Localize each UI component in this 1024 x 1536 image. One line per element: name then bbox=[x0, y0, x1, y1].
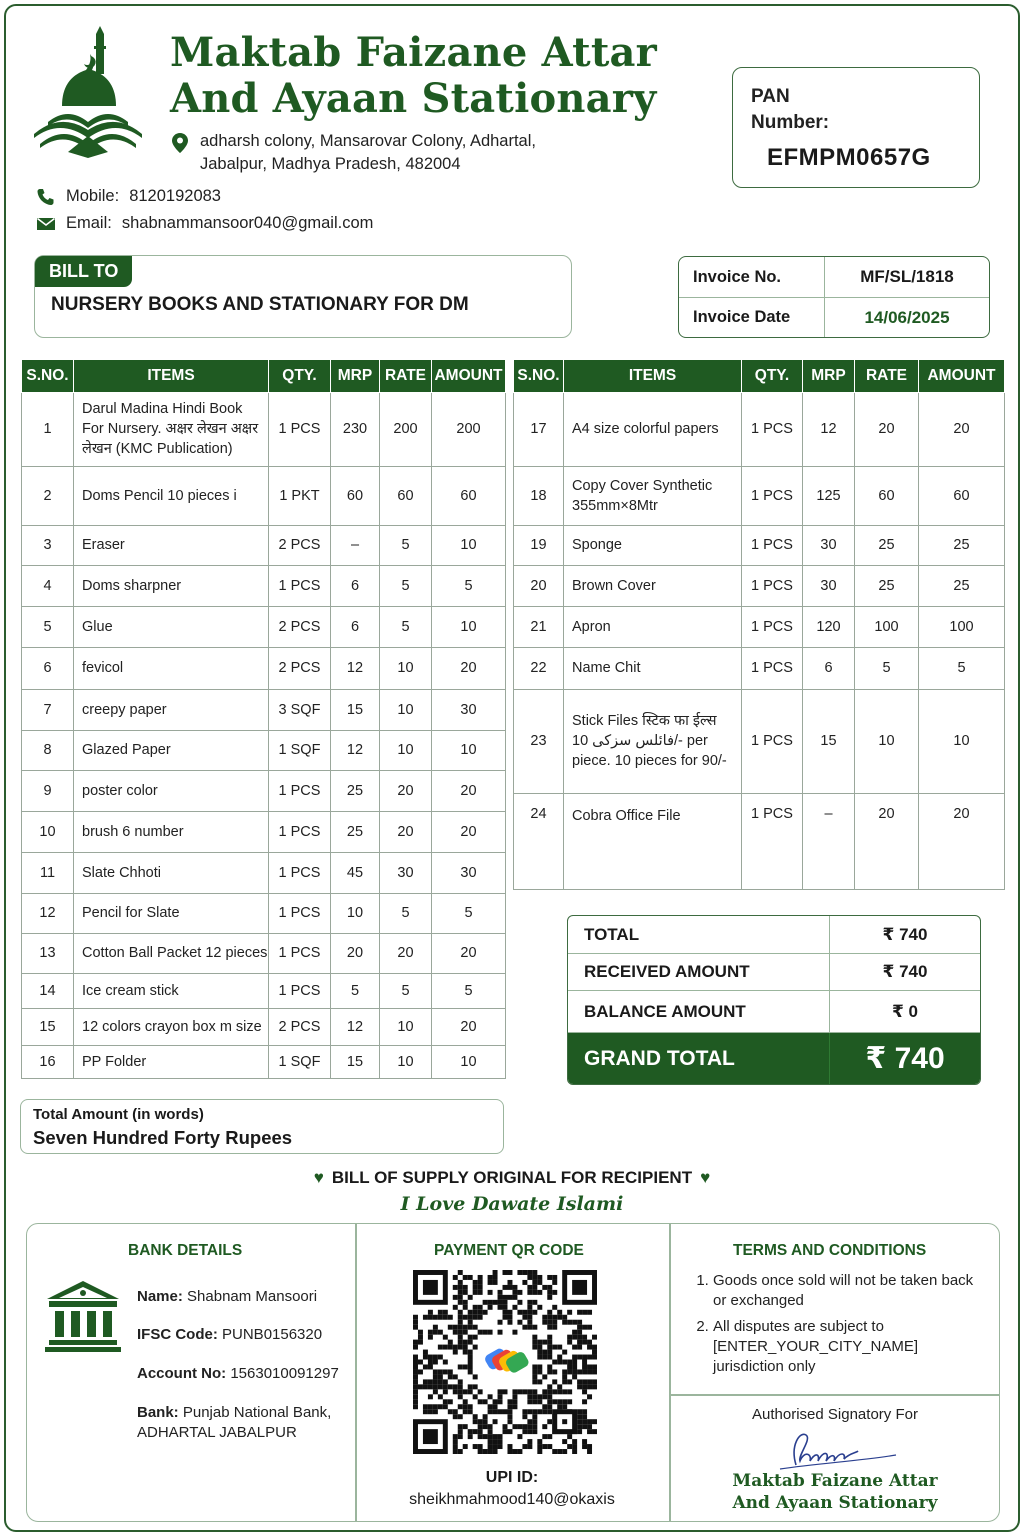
cell-item: Pencil for Slate bbox=[74, 893, 269, 933]
email-address: shabnammansoor040@gmail.com bbox=[121, 214, 374, 232]
cell-amount: 5 bbox=[432, 893, 506, 933]
balance-label: BALANCE AMOUNT bbox=[568, 991, 830, 1032]
email-label: Email: bbox=[66, 214, 112, 232]
header-qty: QTY. bbox=[269, 360, 331, 392]
cell-mrp: 6 bbox=[331, 565, 380, 606]
header-amount: AMOUNT bbox=[432, 360, 506, 392]
balance-value: ₹ 0 bbox=[891, 1001, 918, 1021]
cell-sno: 24 bbox=[514, 793, 564, 889]
account-label: Account No: bbox=[137, 1365, 227, 1382]
header-sno: S.NO. bbox=[22, 360, 74, 392]
cell-qty: 1 PCS bbox=[742, 565, 803, 606]
upi-id: sheikhmahmood140@okaxis bbox=[409, 1491, 615, 1508]
bill-to-box bbox=[34, 255, 572, 338]
cell-rate: 10 bbox=[855, 689, 919, 793]
cell-rate: 20 bbox=[855, 793, 919, 889]
cell-sno: 17 bbox=[514, 392, 564, 466]
cell-qty: 2 PCS bbox=[269, 606, 331, 647]
table-row bbox=[22, 392, 506, 466]
cell-sno: 13 bbox=[22, 933, 74, 973]
shop-name-line1: Maktab Faizane Attar bbox=[170, 29, 657, 76]
table-row bbox=[22, 770, 506, 811]
cell-sno: 18 bbox=[514, 466, 564, 525]
amount-words-value: Seven Hundred Forty Rupees bbox=[33, 1127, 293, 1148]
table-row bbox=[22, 525, 506, 565]
bank-details-title: BANK DETAILS bbox=[128, 1242, 243, 1259]
invoice-date: 14/06/2025 bbox=[864, 307, 950, 327]
phone-icon bbox=[36, 188, 56, 206]
cell-item: fevicol bbox=[74, 647, 269, 689]
cell-amount: 30 bbox=[432, 852, 506, 893]
bank-name-row bbox=[137, 1287, 317, 1307]
mobile-number: 8120192083 bbox=[129, 187, 221, 205]
cell-qty: 1 PCS bbox=[269, 893, 331, 933]
cell-amount: 10 bbox=[432, 606, 506, 647]
table-row bbox=[22, 1008, 506, 1045]
cell-mrp: 45 bbox=[331, 852, 380, 893]
shop-address bbox=[200, 130, 536, 176]
table-row bbox=[22, 466, 506, 525]
amount-in-words bbox=[20, 1099, 504, 1154]
table-row bbox=[514, 392, 1005, 466]
cell-item: Slate Chhoti bbox=[74, 852, 269, 893]
cell-mrp: 25 bbox=[331, 770, 380, 811]
cell-rate: 25 bbox=[855, 525, 919, 565]
cell-mrp: 30 bbox=[803, 525, 855, 565]
cell-sno: 21 bbox=[514, 606, 564, 647]
table-row bbox=[514, 466, 1005, 525]
ifsc-code: PUNB0156320 bbox=[222, 1326, 323, 1343]
signatory-name-line2: And Ayaan Stationary bbox=[732, 1493, 938, 1513]
upi-label: UPI ID: bbox=[485, 1469, 539, 1486]
cell-item: Cotton Ball Packet 12 pieces bbox=[74, 933, 269, 973]
cell-mrp: 6 bbox=[803, 647, 855, 689]
table-row bbox=[514, 689, 1005, 793]
cell-item: PP Folder bbox=[74, 1045, 269, 1078]
cell-mrp: 30 bbox=[803, 565, 855, 606]
header-qty: QTY. bbox=[742, 360, 803, 392]
items-table-right bbox=[513, 360, 1005, 890]
cell-rate: 10 bbox=[380, 647, 432, 689]
bank-label: Bank: bbox=[137, 1404, 179, 1421]
cell-mrp: 60 bbox=[331, 466, 380, 525]
cell-item: Glazed Paper bbox=[74, 730, 269, 770]
cell-sno: 15 bbox=[22, 1008, 74, 1045]
address-line2: Jabalpur, Madhya Pradesh, 482004 bbox=[200, 155, 461, 173]
header-items: ITEMS bbox=[564, 360, 742, 392]
bill-to-tag: BILL TO bbox=[35, 256, 132, 287]
pan-label: PAN Number: bbox=[751, 86, 830, 133]
cell-qty: 2 PCS bbox=[269, 1008, 331, 1045]
cell-amount: 20 bbox=[919, 793, 1005, 889]
cell-mrp: – bbox=[803, 793, 855, 889]
cell-mrp: 15 bbox=[331, 1045, 380, 1078]
grand-total-value: ₹ 740 bbox=[865, 1042, 945, 1075]
cell-qty: 1 SQF bbox=[269, 730, 331, 770]
cell-mrp: 125 bbox=[803, 466, 855, 525]
cell-sno: 6 bbox=[22, 647, 74, 689]
table-row bbox=[22, 606, 506, 647]
cell-amount: 30 bbox=[432, 689, 506, 730]
cell-rate: 5 bbox=[380, 565, 432, 606]
cell-item: Name Chit bbox=[564, 647, 742, 689]
cell-amount: 20 bbox=[432, 1008, 506, 1045]
cell-item: Brown Cover bbox=[564, 565, 742, 606]
cell-amount: 10 bbox=[919, 689, 1005, 793]
cell-amount: 20 bbox=[432, 647, 506, 689]
table-row bbox=[22, 730, 506, 770]
grand-total-label: GRAND TOTAL bbox=[568, 1033, 830, 1084]
envelope-icon bbox=[36, 215, 56, 233]
shop-name bbox=[170, 30, 657, 122]
cell-amount: 10 bbox=[432, 1045, 506, 1078]
cell-sno: 4 bbox=[22, 565, 74, 606]
cell-amount: 60 bbox=[432, 466, 506, 525]
terms-title: TERMS AND CONDITIONS bbox=[733, 1242, 927, 1259]
cell-rate: 20 bbox=[855, 392, 919, 466]
terms-item: 1. Goods once sold will not be taken back or exchanged bbox=[713, 1271, 975, 1311]
cell-amount: 25 bbox=[919, 525, 1005, 565]
cell-qty: 1 PCS bbox=[269, 565, 331, 606]
cell-item: Ice cream stick bbox=[74, 973, 269, 1008]
cell-rate: 5 bbox=[380, 525, 432, 565]
location-pin-icon bbox=[172, 133, 188, 153]
supply-note-text: BILL OF SUPPLY ORIGINAL FOR RECIPIENT bbox=[331, 1168, 693, 1187]
authorised-signatory-label: Authorised Signatory For bbox=[752, 1406, 918, 1423]
pan-box bbox=[732, 67, 980, 188]
cell-amount: 20 bbox=[432, 811, 506, 852]
cell-qty: 1 PCS bbox=[742, 392, 803, 466]
cell-mrp: 25 bbox=[331, 811, 380, 852]
tagline: I Love Dawate Islami bbox=[400, 1193, 624, 1215]
cell-amount: 10 bbox=[432, 730, 506, 770]
ifsc-label: IFSC Code: bbox=[137, 1326, 218, 1343]
header-rate: RATE bbox=[855, 360, 919, 392]
totals-box bbox=[567, 915, 981, 1085]
cell-rate: 5 bbox=[380, 606, 432, 647]
account-row bbox=[137, 1364, 339, 1384]
cell-rate: 10 bbox=[380, 1045, 432, 1078]
cell-rate: 25 bbox=[855, 565, 919, 606]
cell-item: A4 size colorful papers bbox=[564, 392, 742, 466]
invoice-no-label: Invoice No. bbox=[679, 257, 825, 297]
cell-qty: 1 SQF bbox=[269, 1045, 331, 1078]
cell-item: brush 6 number bbox=[74, 811, 269, 852]
shop-name-line2: And Ayaan Stationary bbox=[170, 75, 657, 122]
cell-rate: 10 bbox=[380, 730, 432, 770]
cell-item: creepy paper bbox=[74, 689, 269, 730]
cell-mrp: 12 bbox=[331, 1008, 380, 1045]
footer-panel bbox=[26, 1223, 1000, 1522]
mobile-label: Mobile: bbox=[66, 187, 120, 205]
cell-amount: 5 bbox=[919, 647, 1005, 689]
cell-item: Stick Files स्टिक फा ईल्स فائلس سزکی 10/- per piece. 10 pieces for 90/- bbox=[564, 689, 742, 793]
cell-mrp: 230 bbox=[331, 392, 380, 466]
bank-row bbox=[137, 1403, 331, 1443]
cell-item: Cobra Office File bbox=[564, 793, 742, 889]
cell-qty: 1 PCS bbox=[269, 973, 331, 1008]
cell-sno: 5 bbox=[22, 606, 74, 647]
cell-sno: 9 bbox=[22, 770, 74, 811]
header-mrp: MRP bbox=[331, 360, 380, 392]
pan-number: EFMPM0657G bbox=[767, 144, 931, 171]
cell-sno: 1 bbox=[22, 392, 74, 466]
cell-rate: 200 bbox=[380, 392, 432, 466]
cell-sno: 3 bbox=[22, 525, 74, 565]
total-label: TOTAL bbox=[568, 916, 830, 953]
bank-building-icon bbox=[45, 1279, 121, 1353]
cell-rate: 100 bbox=[855, 606, 919, 647]
cell-qty: 1 PCS bbox=[269, 392, 331, 466]
received-label: RECEIVED AMOUNT bbox=[568, 954, 830, 990]
cell-amount: 10 bbox=[432, 525, 506, 565]
cell-sno: 7 bbox=[22, 689, 74, 730]
table-row bbox=[22, 647, 506, 689]
signatory-name bbox=[670, 1470, 1000, 1514]
cell-rate: 5 bbox=[855, 647, 919, 689]
email-row bbox=[36, 214, 373, 233]
items-table-left bbox=[21, 360, 506, 1079]
table-row bbox=[22, 689, 506, 730]
cell-qty: 2 PCS bbox=[269, 525, 331, 565]
cell-qty: 1 PCS bbox=[742, 606, 803, 647]
cell-mrp: 12 bbox=[803, 392, 855, 466]
table-row bbox=[514, 793, 1005, 889]
bank-name-line2: ADHARTAL JABALPUR bbox=[137, 1424, 297, 1441]
cell-sno: 11 bbox=[22, 852, 74, 893]
cell-item: Apron bbox=[564, 606, 742, 647]
supply-note bbox=[0, 1168, 1024, 1188]
cell-rate: 20 bbox=[380, 933, 432, 973]
cell-amount: 5 bbox=[432, 973, 506, 1008]
table-row bbox=[22, 893, 506, 933]
cell-amount: 25 bbox=[919, 565, 1005, 606]
cell-qty: 1 PCS bbox=[742, 793, 803, 889]
cell-mrp: 10 bbox=[331, 893, 380, 933]
cell-qty: 1 PKT bbox=[269, 466, 331, 525]
bill-to-name: NURSERY BOOKS AND STATIONARY FOR DM bbox=[51, 294, 469, 315]
cell-mrp: 20 bbox=[331, 933, 380, 973]
cell-qty: 1 PCS bbox=[742, 647, 803, 689]
total-value: ₹ 740 bbox=[882, 924, 928, 944]
table-row bbox=[22, 1045, 506, 1078]
cell-qty: 1 PCS bbox=[742, 689, 803, 793]
amount-words-label: Total Amount (in words) bbox=[33, 1106, 204, 1123]
payment-qr-code[interactable] bbox=[413, 1269, 597, 1455]
cell-rate: 10 bbox=[380, 1008, 432, 1045]
bank-name-line1: Punjab National Bank, bbox=[182, 1404, 332, 1421]
ifsc-row bbox=[137, 1325, 322, 1345]
cell-amount: 20 bbox=[919, 392, 1005, 466]
header-amount: AMOUNT bbox=[919, 360, 1005, 392]
mobile-row bbox=[36, 187, 221, 206]
cell-rate: 5 bbox=[380, 893, 432, 933]
terms-list bbox=[695, 1271, 975, 1383]
cell-mrp: – bbox=[331, 525, 380, 565]
cell-sno: 14 bbox=[22, 973, 74, 1008]
cell-sno: 10 bbox=[22, 811, 74, 852]
cell-sno: 20 bbox=[514, 565, 564, 606]
cell-item: Copy Cover Synthetic 355mm×8Mtr bbox=[564, 466, 742, 525]
table-row bbox=[22, 852, 506, 893]
address-line1: adharsh colony, Mansarovar Colony, Adhartal, bbox=[200, 132, 536, 150]
table-row bbox=[514, 565, 1005, 606]
cell-qty: 3 SQF bbox=[269, 689, 331, 730]
cell-sno: 23 bbox=[514, 689, 564, 793]
cell-sno: 19 bbox=[514, 525, 564, 565]
cell-sno: 12 bbox=[22, 893, 74, 933]
cell-mrp: 120 bbox=[803, 606, 855, 647]
cell-item: Sponge bbox=[564, 525, 742, 565]
table-row bbox=[22, 565, 506, 606]
cell-rate: 60 bbox=[855, 466, 919, 525]
cell-qty: 1 PCS bbox=[269, 770, 331, 811]
cell-sno: 22 bbox=[514, 647, 564, 689]
bank-name-label: Name: bbox=[137, 1288, 183, 1305]
cell-rate: 30 bbox=[380, 852, 432, 893]
cell-qty: 1 PCS bbox=[269, 852, 331, 893]
mosque-book-logo bbox=[30, 26, 146, 162]
account-number: 1563010091297 bbox=[230, 1365, 339, 1382]
heart-icon: ♥ bbox=[313, 1168, 324, 1187]
cell-item: Eraser bbox=[74, 525, 269, 565]
cell-mrp: 15 bbox=[331, 689, 380, 730]
cell-rate: 20 bbox=[380, 770, 432, 811]
table-row bbox=[514, 606, 1005, 647]
cell-mrp: 12 bbox=[331, 647, 380, 689]
cell-qty: 1 PCS bbox=[269, 811, 331, 852]
header-items: ITEMS bbox=[74, 360, 269, 392]
invoice-info bbox=[678, 256, 990, 338]
header-mrp: MRP bbox=[803, 360, 855, 392]
cell-item: Doms sharpner bbox=[74, 565, 269, 606]
cell-mrp: 15 bbox=[803, 689, 855, 793]
table-row bbox=[22, 811, 506, 852]
cell-sno: 2 bbox=[22, 466, 74, 525]
bank-account-holder: Shabnam Mansoori bbox=[187, 1288, 318, 1305]
cell-rate: 20 bbox=[380, 811, 432, 852]
cell-rate: 10 bbox=[380, 689, 432, 730]
cell-amount: 5 bbox=[432, 565, 506, 606]
received-value: ₹ 740 bbox=[882, 962, 928, 981]
table-row bbox=[22, 973, 506, 1008]
cell-rate: 5 bbox=[380, 973, 432, 1008]
heart-icon: ♥ bbox=[700, 1168, 711, 1187]
cell-mrp: 12 bbox=[331, 730, 380, 770]
table-row bbox=[22, 933, 506, 973]
cell-amount: 100 bbox=[919, 606, 1005, 647]
cell-mrp: 5 bbox=[331, 973, 380, 1008]
cell-sno: 16 bbox=[22, 1045, 74, 1078]
cell-item: Glue bbox=[74, 606, 269, 647]
payment-qr-title: PAYMENT QR CODE bbox=[434, 1242, 584, 1259]
invoice-date-label: Invoice Date bbox=[679, 298, 825, 337]
table-row bbox=[514, 525, 1005, 565]
cell-rate: 60 bbox=[380, 466, 432, 525]
cell-amount: 20 bbox=[432, 933, 506, 973]
cell-amount: 60 bbox=[919, 466, 1005, 525]
cell-item: Doms Pencil 10 pieces i bbox=[74, 466, 269, 525]
cell-sno: 8 bbox=[22, 730, 74, 770]
handwritten-signature bbox=[760, 1425, 900, 1475]
invoice-no: MF/SL/1818 bbox=[860, 267, 954, 286]
divider bbox=[670, 1394, 1000, 1396]
cell-item: Darul Madina Hindi Book For Nursery. अक्षर लेखन अक्षर लेखन (KMC Publication) bbox=[74, 392, 269, 466]
cell-item: poster color bbox=[74, 770, 269, 811]
cell-amount: 200 bbox=[432, 392, 506, 466]
header-sno: S.NO. bbox=[514, 360, 564, 392]
cell-qty: 1 PCS bbox=[269, 933, 331, 973]
signatory-name-line1: Maktab Faizane Attar bbox=[732, 1471, 938, 1491]
table-row bbox=[514, 647, 1005, 689]
cell-item: 12 colors crayon box m size bbox=[74, 1008, 269, 1045]
cell-mrp: 6 bbox=[331, 606, 380, 647]
header-rate: RATE bbox=[380, 360, 432, 392]
terms-item: 2. All disputes are subject to [ENTER_YOUR_CITY_NAME] jurisdiction only bbox=[713, 1317, 975, 1377]
cell-qty: 1 PCS bbox=[742, 525, 803, 565]
cell-amount: 20 bbox=[432, 770, 506, 811]
cell-qty: 1 PCS bbox=[742, 466, 803, 525]
cell-qty: 2 PCS bbox=[269, 647, 331, 689]
